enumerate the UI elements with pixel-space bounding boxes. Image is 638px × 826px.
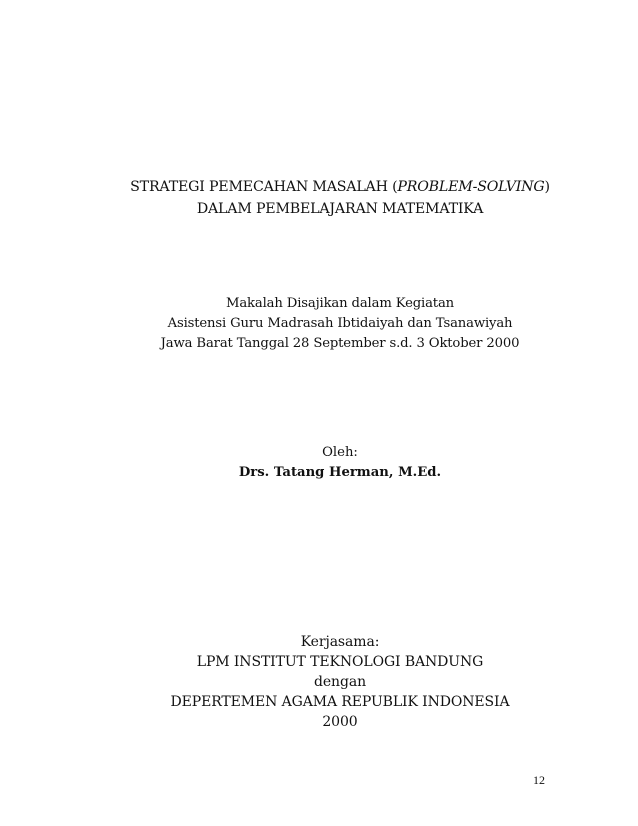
context-line-1: Makalah Disajikan dalam Kegiatan [225,296,454,311]
title-text-italic: PROBLEM-SOLVING [397,179,545,195]
cooperation-party-2: DEPERTEMEN AGAMA REPUBLIK INDONESIA [170,694,510,710]
page-number: 12 [533,773,545,787]
cooperation-year: 2000 [322,714,358,730]
paper-context [0,294,638,354]
cooperation-label: Kerjasama: [300,634,380,650]
author-section [0,443,638,483]
title-text-after: ) [544,179,550,195]
context-line-2: Asistensi Guru Madrasah Ibtidaiyah dan Tsanawiyah [167,316,513,331]
title-text-before: STRATEGI PEMECAHAN MASALAH ( [130,179,398,195]
title-line-2: DALAM PEMBELAJARAN MATEMATIKA [196,201,484,217]
author-name: Drs. Tatang Herman, M.Ed. [238,465,442,480]
cooperation-party-1: LPM INSTITUT TEKNOLOGI BANDUNG [196,654,484,670]
context-line-3: Jawa Barat Tanggal 28 September s.d. 3 Oktober 2000 [160,336,520,351]
cooperation-section [0,632,638,732]
author-label: Oleh: [322,445,358,460]
document-title [0,176,638,220]
title-line-1 [0,176,638,198]
cooperation-connector: dengan [314,674,366,690]
